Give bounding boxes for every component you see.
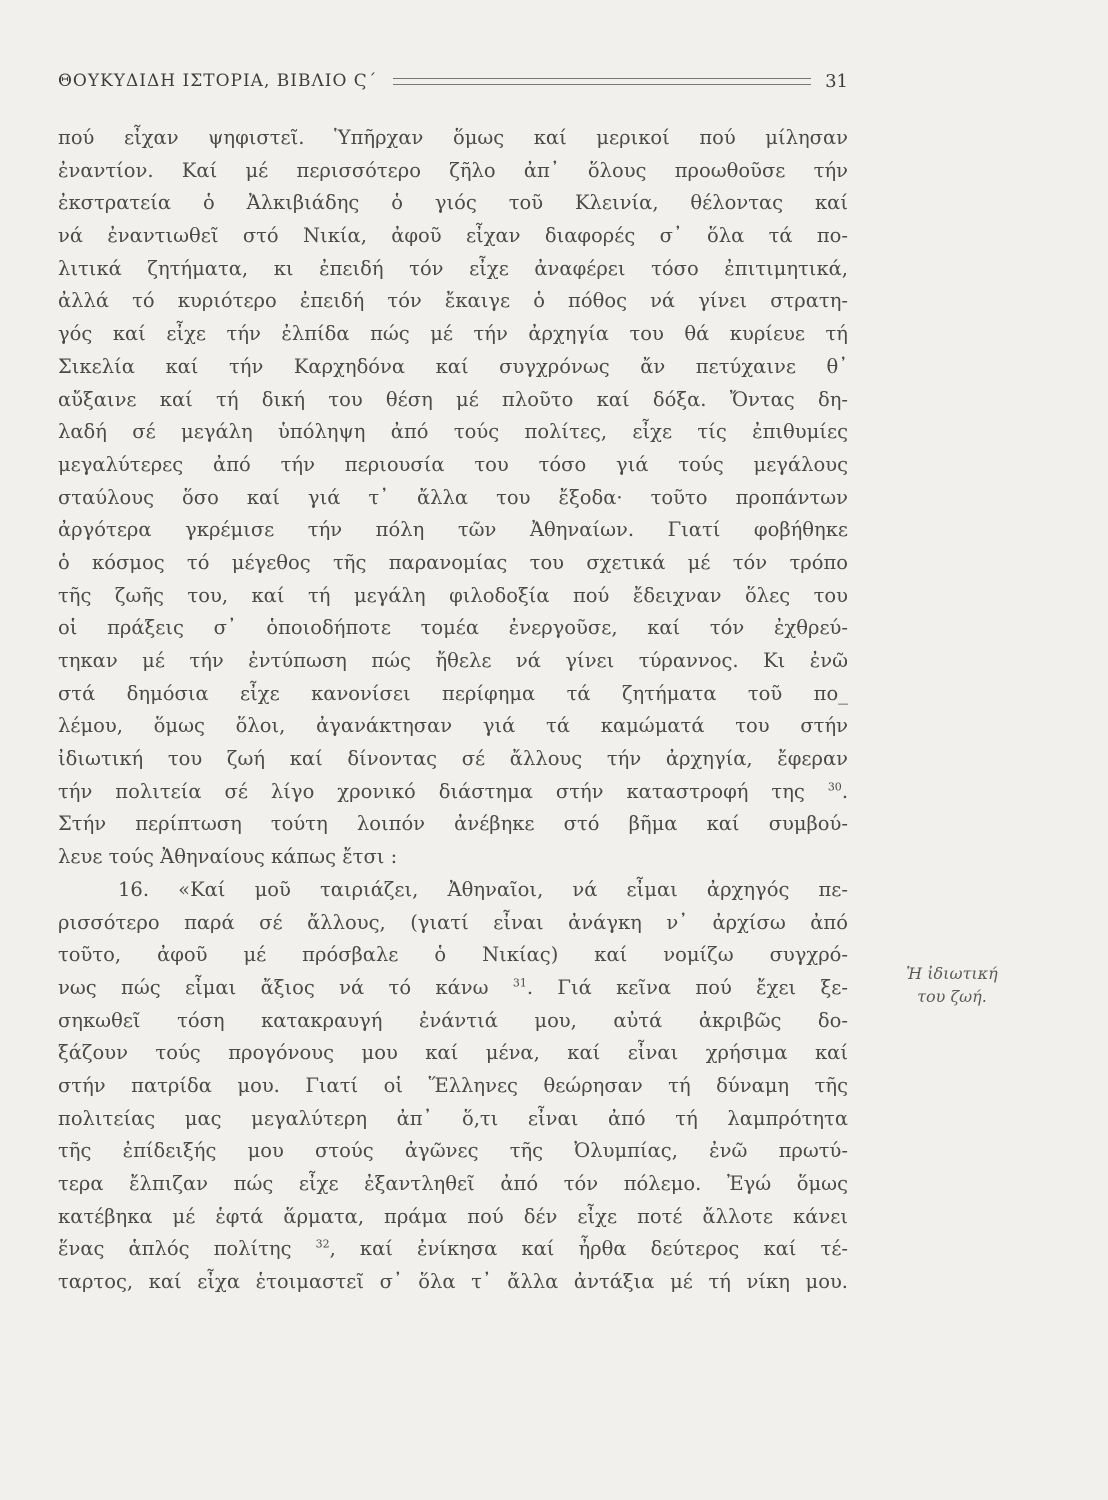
text-line: πολιτείας μας μεγαλύτερη ἀπ᾿ ὅ,τι εἶναι ἀπό τή λαμπρότητα	[58, 1106, 848, 1130]
text-segment: , καί ἐνίκησα καί ἦρθα δεύτερος καί τέ-	[329, 1237, 849, 1261]
margin-note	[872, 962, 1032, 1008]
text-line: στήν πατρίδα μου. Γιατί οἱ Ἕλληνες θεώρησαν τή δύναμη τῆς	[58, 1073, 848, 1097]
margin-note-line: του ζωή.	[917, 987, 987, 1006]
text-line: ρισσότερο παρά σέ ἄλλους, (γιατί εἶναι ἀνάγκη ν᾿ ἀρχίσω ἀπό	[58, 910, 848, 934]
text-line: τηκαν μέ τήν ἐντύπωση πώς ἤθελε νά γίνει τύραννος. Κι ἐνῶ	[58, 649, 848, 672]
text-line: λαδή σέ μεγάλη ὑπόληψη ἀπό τούς πολίτες, εἶχε τίς ἐπιθυμίες	[58, 420, 848, 444]
running-head-title: ΘΟΥΚΥΔΙΔΗ ΙΣΤΟΡΙΑ, ΒΙΒΛΙΟ Ϛ΄	[58, 71, 378, 91]
text-line: τοῦτο, ἀφοῦ μέ πρόσβαλε ὁ Νικίας) καί νομίζω συγχρό-	[58, 943, 848, 967]
text-line-with-footnote	[58, 1233, 848, 1266]
text-line: αὔξαινε καί τή δική του θέση μέ πλοῦτο καί δόξα. Ὄντας δη-	[58, 387, 848, 411]
footnote-ref-32: 32	[315, 1237, 330, 1251]
text-line: Σικελία καί τήν Καρχηδόνα καί συγχρόνως ἄν πετύχαινε θ᾿	[58, 354, 848, 378]
text-line: ἰδιωτική του ζωή καί δίνοντας σέ ἄλλους τήν ἀρχηγία, ἔφεραν	[58, 747, 848, 771]
text-segment: τήν πολιτεία σέ λίγο χρονικό διάστημα στήν καταστροφή της	[58, 779, 805, 803]
text-line: ἀργότερα γκρέμισε τήν πόλη τῶν Ἀθηναίων. Γιατί φοβήθηκε	[58, 518, 848, 542]
text-segment: . Γιά κεῖνα πού ἔχει ξε-	[526, 975, 848, 999]
text-line: κατέβηκα μέ ἑφτά ἅρματα, πράμα πού δέν εἶχε ποτέ ἄλλοτε κάνει	[58, 1204, 848, 1228]
footnote-ref-31: 31	[512, 976, 527, 990]
text-segment: .	[841, 779, 849, 803]
text-line: τῆς ἐπίδειξής μου στούς ἀγῶνες τῆς Ὀλυμπίας, ἐνῶ πρωτύ-	[58, 1139, 848, 1163]
text-line: τῆς ζωῆς του, καί τή μεγάλη φιλοδοξία πού ἔδειχναν ὅλες του	[58, 583, 848, 607]
text-line: λιτικά ζητήματα, κι ἐπειδή τόν εἶχε ἀναφέρει τόσο ἐπιτιμητικά,	[58, 256, 848, 280]
paragraph-end-line: λευε τούς Ἀθηναίους κάπως ἔτσι :	[58, 845, 398, 869]
text-line: πού εἶχαν ψηφιστεῖ. Ὑπῆρχαν ὅμως καί μερικοί πού μίλησαν	[58, 126, 848, 149]
margin-note-line: Ἡ ἰδιωτική	[906, 964, 998, 983]
text-line: γός καί εἶχε τήν ἐλπίδα πώς μέ τήν ἀρχηγία του θά κυρίευε τή	[58, 322, 848, 346]
text-segment: ἕνας ἁπλός πολίτης	[58, 1237, 292, 1261]
body-text	[58, 122, 848, 1299]
text-line: νά ἐναντιωθεῖ στό Νικία, ἀφοῦ εἶχαν διαφορές σ᾿ ὅλα τά πο-	[58, 224, 848, 248]
text-line: σταύλους ὅσο καί γιά τ᾿ ἄλλα του ἔξοδα· τοῦτο προπάντων	[58, 485, 848, 509]
text-line: Στήν περίπτωση τούτη λοιπόν ἀνέβηκε στό βῆμα καί συμβού-	[58, 812, 848, 836]
text-line: ὁ κόσμος τό μέγεθος τῆς παρανομίας του σχετικά μέ τόν τρόπο	[58, 550, 848, 574]
page-number: 31	[825, 70, 848, 92]
text-line: ταρτος, καί εἶχα ἑτοιμαστεῖ σ᾿ ὅλα τ᾿ ἄλλα ἀντάξια μέ τή νίκη μου.	[58, 1270, 848, 1294]
running-header	[58, 66, 848, 96]
text-line: σηκωθεῖ τόση κατακραυγή ἐνάντιά μου, αὐτά ἀκριβῶς δο-	[58, 1008, 848, 1032]
paragraph-16-first-line: 16. «Καί μοῦ ταιριάζει, Ἀθηναῖοι, νά εἶμαι ἀρχηγός πε-	[118, 877, 848, 901]
text-line-with-footnote	[58, 972, 848, 1005]
text-line: τερα ἔλπιζαν πώς εἶχε ἐξαντληθεῖ ἀπό τόν πόλεμο. Ἐγώ ὅμως	[58, 1172, 848, 1195]
text-line: ἀλλά τό κυριότερο ἐπειδή τόν ἔκαιγε ὁ πόθος νά γίνει στρατη-	[58, 289, 848, 313]
header-rule	[393, 78, 811, 85]
text-line: ἐκστρατεία ὁ Ἀλκιβιάδης ὁ γιός τοῦ Κλεινία, θέλοντας καί	[58, 191, 848, 215]
text-line: στά δημόσια εἶχε κανονίσει περίφημα τά ζητήματα τοῦ πο_	[58, 681, 848, 705]
text-line: λέμου, ὅμως ὅλοι, ἀγανάκτησαν γιά τά καμώματά του στήν	[58, 714, 848, 738]
text-line: ξάζουν τούς προγόνους μου καί μένα, καί εἶναι χρήσιμα καί	[58, 1041, 848, 1065]
text-segment: νως πώς εἶμαι ἄξιος νά τό κάνω	[58, 975, 489, 999]
footnote-ref-30: 30	[827, 780, 842, 794]
text-line: μεγαλύτερες ἀπό τήν περιουσία του τόσο γιά τούς μεγάλους	[58, 452, 848, 476]
text-line: οἱ πράξεις σ᾿ ὁποιοδήποτε τομέα ἐνεργοῦσε, καί τόν ἐχθρεύ-	[58, 616, 848, 640]
text-line-with-footnote	[58, 776, 848, 809]
text-line: ἐναντίον. Καί μέ περισσότερο ζῆλο ἀπ᾿ ὅλους προωθοῦσε τήν	[58, 158, 848, 182]
